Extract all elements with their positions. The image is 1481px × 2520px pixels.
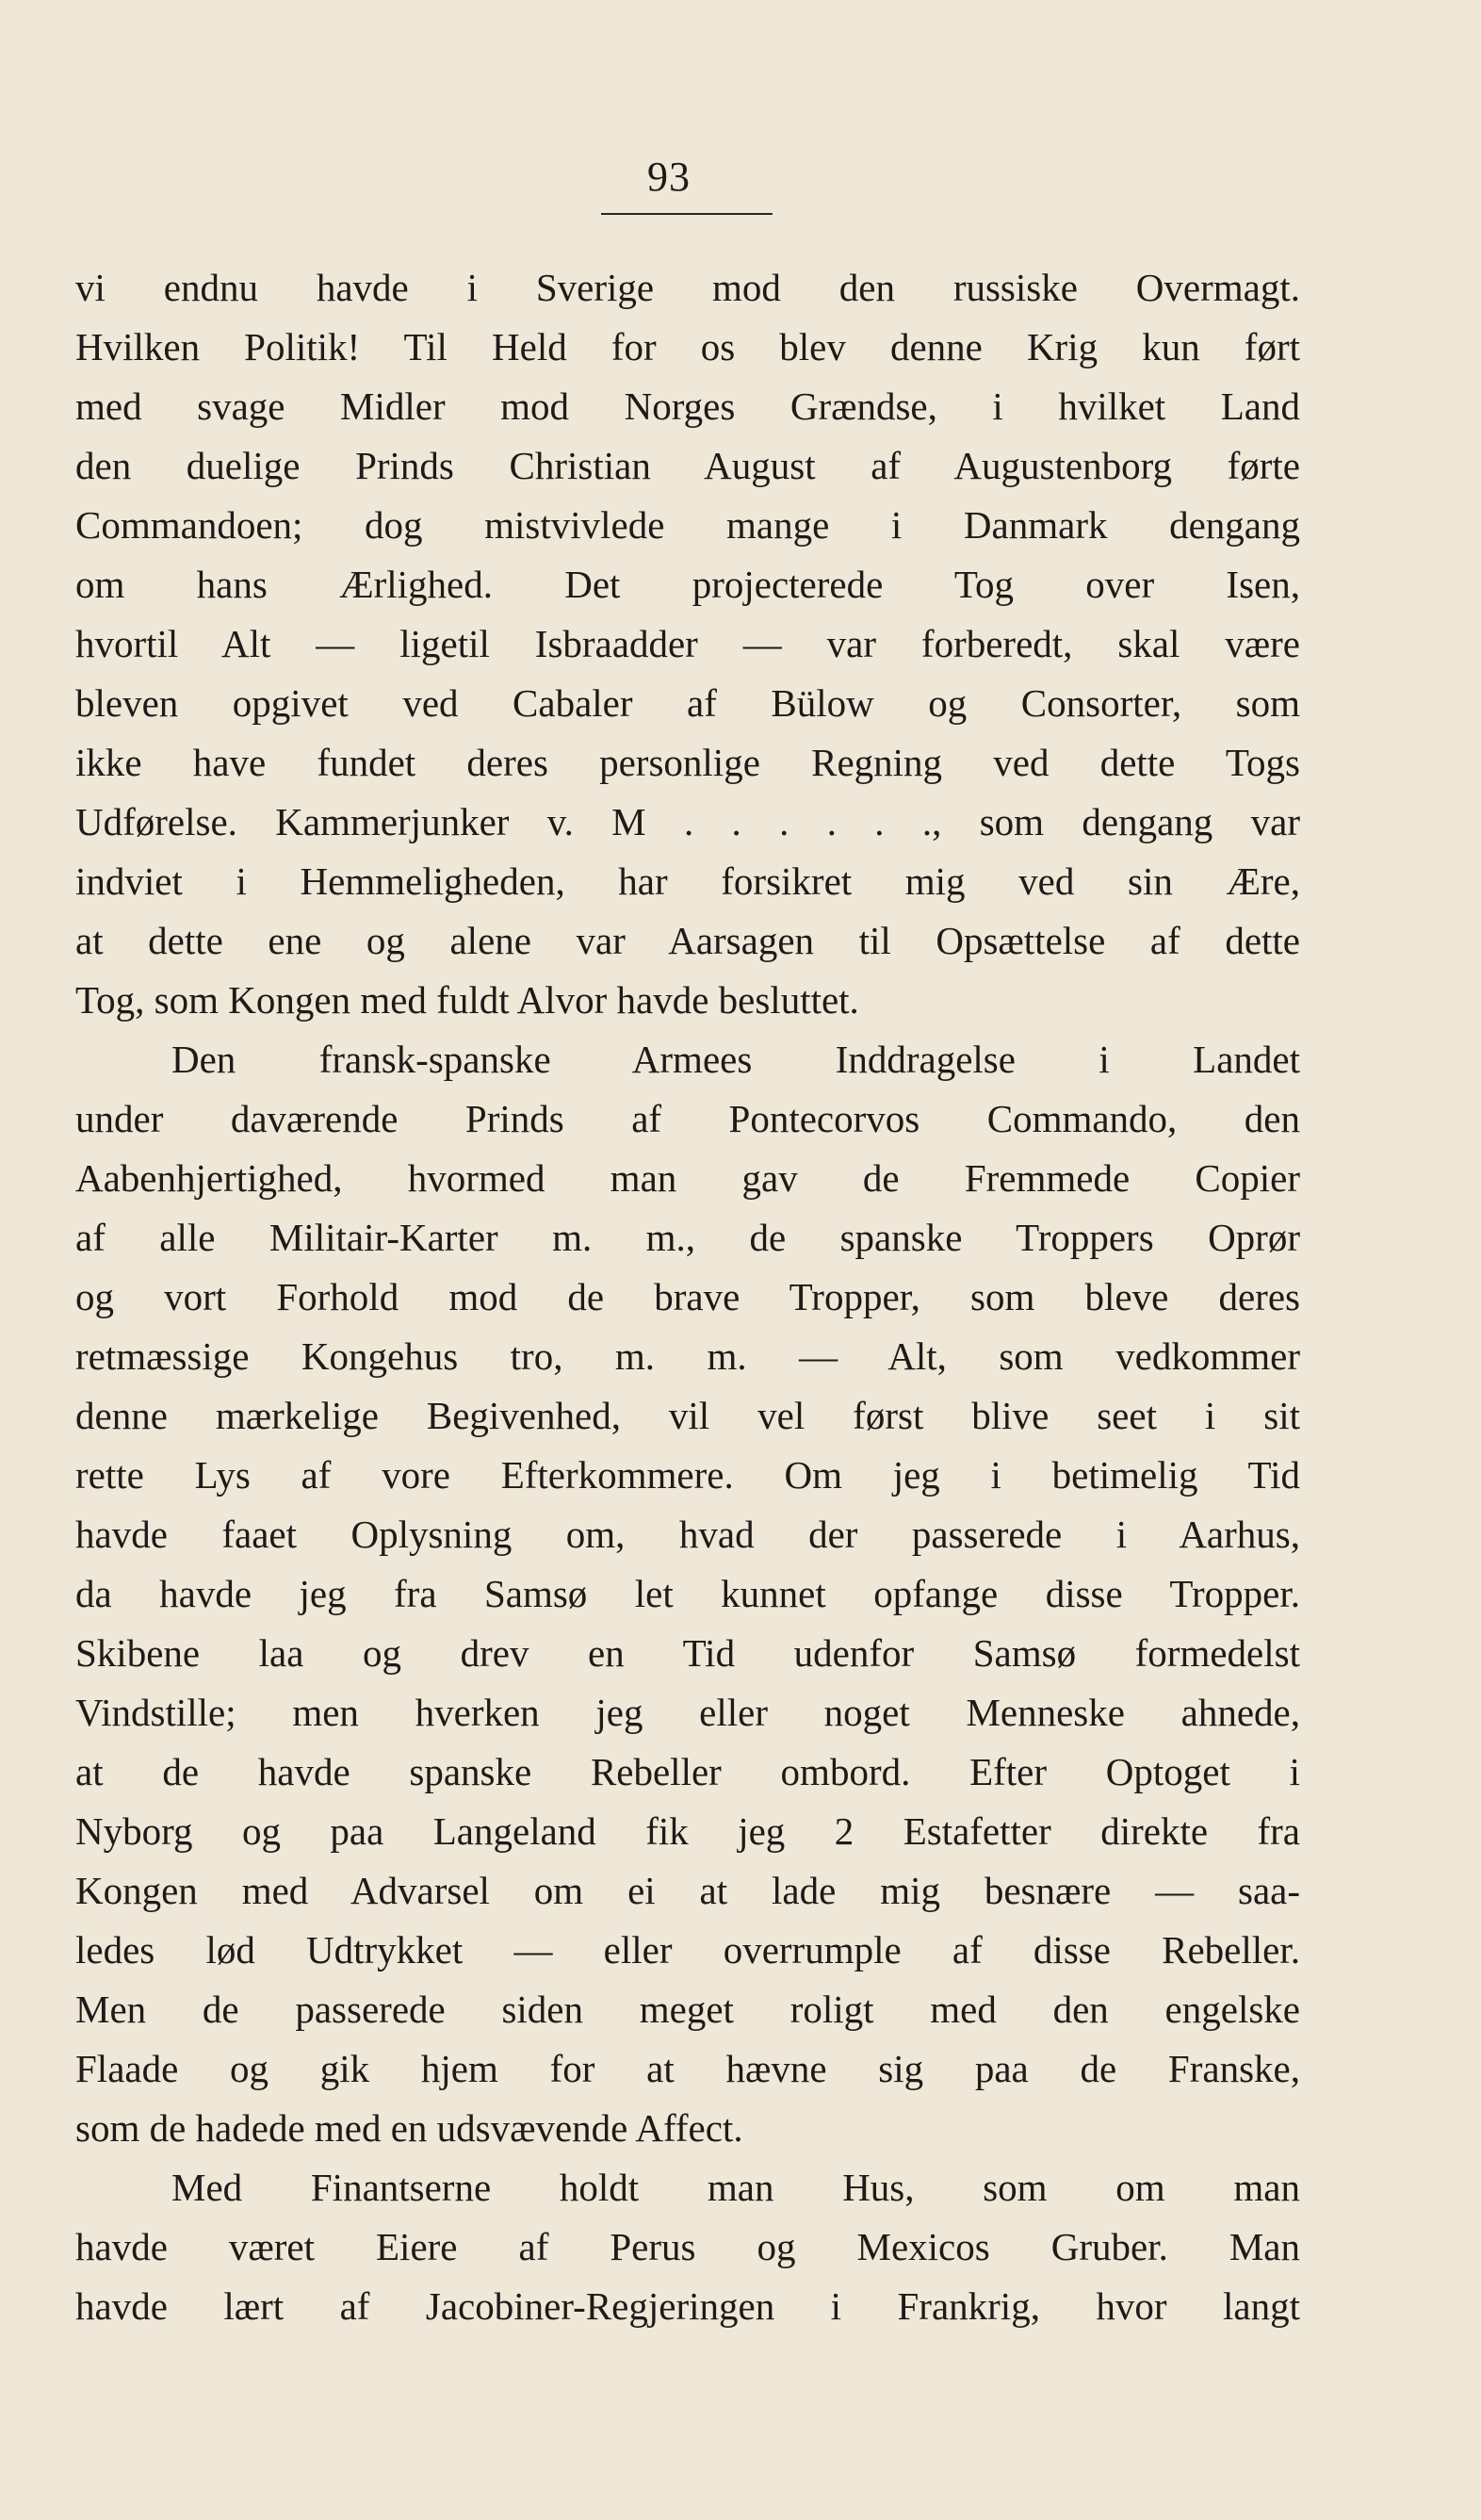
text-line: med svage Midler mod Norges Grændse, i hvilket Land	[75, 385, 1300, 428]
text-line: hvortil Alt — ligetil Isbraadder — var forberedt, skal være	[75, 622, 1300, 665]
text-line: Vindstille; men hverken jeg eller noget Menneske ahnede,	[75, 1691, 1300, 1734]
text-line: ledes lød Udtrykket — eller overrumple af disse Rebeller.	[75, 1928, 1300, 1972]
text-line: rette Lys af vore Efterkommere. Om jeg i betimelig Tid	[75, 1453, 1300, 1497]
text-line: Commandoen; dog mistvivlede mange i Danmark dengang	[75, 503, 1300, 547]
text-line: Udførelse. Kammerjunker v. M . . . . . ., som dengang var	[75, 800, 1300, 843]
text-line: bleven opgivet ved Cabaler af Bülow og Consorter, som	[75, 681, 1300, 725]
paragraph-2	[75, 1030, 1300, 2158]
text-line: ikke have fundet deres personlige Regning ved dette Togs	[75, 741, 1300, 784]
text-line: som de hadede med en udsvævende Affect.	[75, 2106, 743, 2150]
text-block	[75, 258, 1300, 2336]
paragraph-1	[75, 258, 1300, 1030]
page-number-rule	[601, 213, 773, 215]
text-line: og vort Forhold mod de brave Tropper, som bleve deres	[75, 1275, 1300, 1318]
text-line: om hans Ærlighed. Det projecterede Tog over Isen,	[75, 563, 1300, 606]
text-line: da havde jeg fra Samsø let kunnet opfange disse Tropper.	[75, 1572, 1300, 1615]
paragraph-3	[75, 2158, 1300, 2336]
text-line: den duelige Prinds Christian August af Augustenborg førte	[75, 444, 1300, 487]
text-line: havde været Eiere af Perus og Mexicos Gruber. Man	[75, 2225, 1300, 2268]
text-line: Skibene laa og drev en Tid udenfor Samsø formedelst	[75, 1631, 1300, 1675]
text-line: Kongen med Advarsel om ei at lade mig besnære — saa-	[75, 1869, 1300, 1912]
text-line: Nyborg og paa Langeland fik jeg 2 Estafetter direkte fra	[75, 1809, 1300, 1853]
text-line: Hvilken Politik! Til Held for os blev denne Krig kun ført	[75, 325, 1300, 368]
text-line: Med Finantserne holdt man Hus, som om man	[171, 2166, 1300, 2209]
page-number: 93	[647, 154, 691, 200]
text-line: havde faaet Oplysning om, hvad der passerede i Aarhus,	[75, 1513, 1300, 1556]
text-line: vi endnu havde i Sverige mod den russiske Overmagt.	[75, 266, 1300, 309]
text-line: Flaade og gik hjem for at hævne sig paa de Franske,	[75, 2047, 1300, 2090]
text-line: af alle Militair-Karter m. m., de spanske Troppers Oprør	[75, 1216, 1300, 1259]
text-line: Den fransk-spanske Armees Inddragelse i Landet	[171, 1038, 1300, 1081]
text-line: at dette ene og alene var Aarsagen til Opsættelse af dette	[75, 919, 1300, 962]
text-line: at de havde spanske Rebeller ombord. Efter Optoget i	[75, 1750, 1300, 1793]
text-line: Men de passerede siden meget roligt med den engelske	[75, 1988, 1300, 2031]
text-line: indviet i Hemmeligheden, har forsikret mig ved sin Ære,	[75, 859, 1300, 903]
text-line: denne mærkelige Begivenhed, vil vel først blive seet i sit	[75, 1394, 1300, 1437]
text-line: havde lært af Jacobiner-Regjeringen i Frankrig, hvor langt	[75, 2284, 1300, 2328]
text-line: Tog, som Kongen med fuldt Alvor havde besluttet.	[75, 978, 859, 1022]
text-line: retmæssige Kongehus tro, m. m. — Alt, som vedkommer	[75, 1334, 1300, 1378]
text-line: under daværende Prinds af Pontecorvos Commando, den	[75, 1097, 1300, 1140]
text-line: Aabenhjertighed, hvormed man gav de Fremmede Copier	[75, 1156, 1300, 1200]
